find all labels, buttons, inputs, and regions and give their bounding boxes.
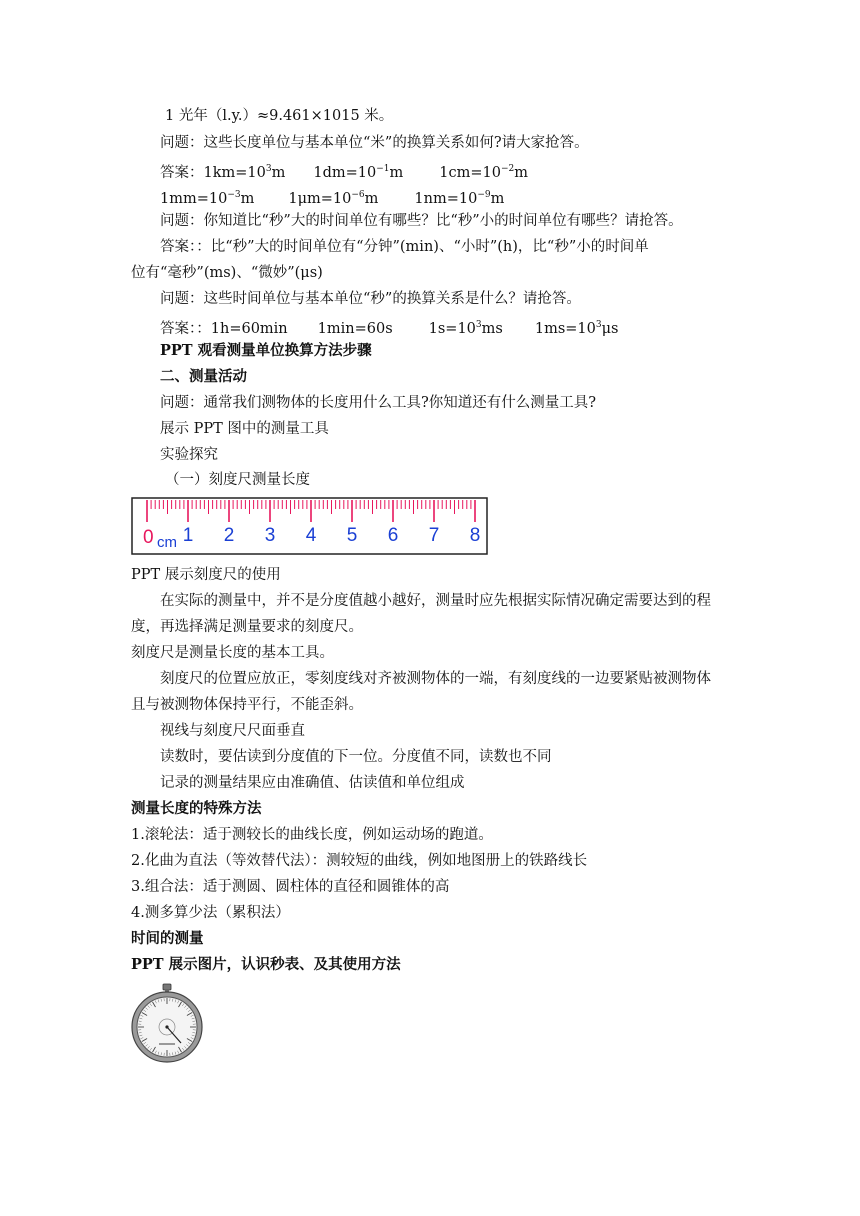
conv-mm: $1mm=10^{-3}m$	[160, 190, 255, 207]
ruler-number: 7	[428, 525, 440, 546]
para-record: 记录的测量结果应由准确值、估读值和单位组成	[160, 775, 465, 791]
conv-min: 1min=60s	[317, 320, 393, 337]
show-tools-line: 展示 PPT 图中的测量工具	[160, 421, 329, 437]
ruler-number: 4	[305, 525, 317, 546]
ruler-unit-label: cm	[157, 534, 177, 551]
para-precision-cont: 度，再选择满足测量要求的刻度尺。	[131, 619, 363, 635]
para-placement-cont: 且与被测物体保持平行，不能歪斜。	[131, 697, 363, 713]
experiment-line: 实验探究	[160, 447, 218, 463]
method-1: 1.滚轮法：适于测较长的曲线长度，例如运动场的跑道。	[131, 827, 493, 843]
conv-dm: $1dm=10^{-1}m$	[313, 164, 404, 181]
ppt-ruler-usage: PPT 展示刻度尺的使用	[131, 567, 281, 583]
method-3: 3.组合法：适于测圆、圆柱体的直径和圆锥体的高	[131, 879, 450, 895]
ruler-number: 3	[264, 525, 276, 546]
method-2: 2.化曲为直法（等效替代法）：测较短的曲线，例如地图册上的铁路线长	[131, 853, 588, 869]
question-time-units: 问题：你知道比“秒”大的时间单位有哪些？比“秒”小的时间单位有哪些？请抢答。	[160, 213, 683, 229]
conv-h: 1h=60min	[210, 320, 288, 337]
ruler-number: 6	[387, 525, 399, 546]
answer-length-row1	[160, 159, 528, 183]
answer-time-units: 答案：：比“秒”大的时间单位有“分钟”(min)、“小时”(h)，比“秒”小的时间单	[160, 239, 649, 255]
ruler-number: 1	[182, 525, 194, 546]
ruler-number: 2	[223, 525, 235, 546]
conv-cm: $1cm=10^{-2}m$	[439, 164, 528, 181]
special-methods-heading: 测量长度的特殊方法	[131, 800, 262, 817]
ruler-figure	[131, 497, 488, 555]
lightyear-line: 1 光年（l.y.）≈9.461×1015 米。	[165, 108, 394, 124]
question-time-conversion: 问题：这些时间单位与基本单位“秒”的换算关系是什么？请抢答。	[160, 291, 581, 307]
answer-prefix: 答案：	[160, 164, 204, 181]
para-placement: 刻度尺的位置应放正，零刻度线对齐被测物体的一端，有刻度线的一边要紧贴被测物体	[160, 671, 711, 687]
ruler-number: 5	[346, 525, 358, 546]
ppt-unit-conversion-heading: PPT 观看测量单位换算方法步骤	[160, 342, 372, 359]
conv-nm: $1nm=10^{-9}m$	[414, 190, 505, 207]
answer-time-units-cont: 位有“毫秒”(ms)、“微妙”(μs)	[131, 265, 323, 281]
ppt-stopwatch-heading: PPT 展示图片，认识秒表、及其使用方法	[131, 956, 401, 973]
stopwatch-icon	[127, 983, 207, 1063]
conv-um: $1\mu m=10^{-6}m$	[288, 190, 379, 207]
ruler-number: 8	[469, 525, 481, 546]
section-heading-measurement: 二、测量活动	[160, 368, 247, 385]
answer-length-row2	[160, 185, 504, 209]
answer-time-conversion: 答案：：1h=60min 1min=60s $1s=10^3ms$ $1ms=10^3\mu s$	[160, 315, 619, 339]
ruler-subheading: （一）刻度尺测量长度	[165, 472, 310, 488]
para-basic-tool: 刻度尺是测量长度的基本工具。	[131, 645, 334, 661]
time-heading: 时间的测量	[131, 930, 204, 947]
ruler-number: 0	[143, 527, 154, 548]
para-precision: 在实际的测量中，并不是分度值越小越好，测量时应先根据实际情况确定需要达到的程	[160, 593, 711, 609]
conv-s: $1s=10^3ms$	[428, 320, 503, 337]
question-tools: 问题：通常我们测物体的长度用什么工具?你知道还有什么测量工具?	[160, 395, 597, 411]
para-sight-line: 视线与刻度尺尺面垂直	[160, 723, 305, 739]
conv-km: $1km=10^3m$	[203, 164, 286, 181]
conv-ms: $1ms=10^3\mu s$	[534, 320, 619, 337]
para-estimate: 读数时，要估读到分度值的下一位。分度值不同，读数也不同	[160, 749, 552, 765]
method-4: 4.测多算少法（累积法）	[131, 905, 290, 921]
question-length-units: 问题：这些长度单位与基本单位“米”的换算关系如何?请大家抢答。	[160, 135, 589, 151]
